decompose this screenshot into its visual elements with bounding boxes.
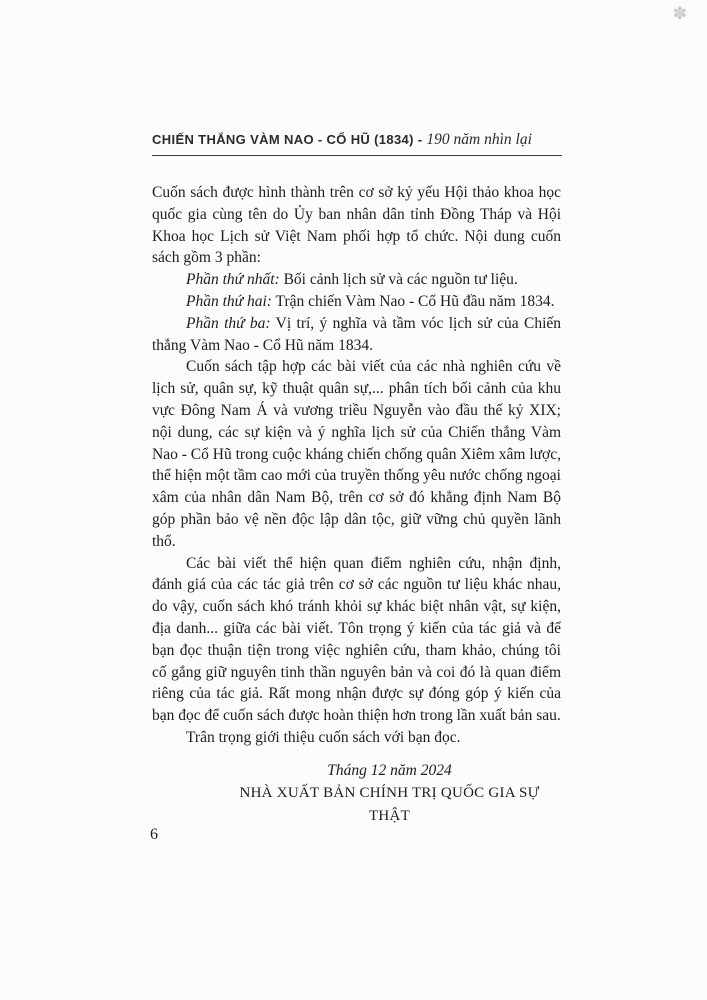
paragraph-part-two: [152, 291, 561, 313]
page-body: [152, 182, 561, 828]
part-two-text: Trận chiến Vàm Nao - Cổ Hũ đầu năm 1834.: [271, 292, 555, 310]
part-two-lead: Phần thứ hai:: [186, 292, 272, 310]
page-number: 6: [150, 826, 158, 843]
signature-publisher: NHÀ XUẤT BẢN CHÍNH TRỊ QUỐC GIA SỰ THẬT: [239, 784, 540, 824]
part-three-text: Vị trí, ý nghĩa và tầm vóc lịch sử của Chiến thắng Vàm Nao - Cổ Hũ năm 1834.: [152, 314, 561, 354]
part-one-lead: Phần thứ nhất:: [186, 271, 280, 289]
paragraph-editorial-note: Các bài viết thể hiện quan điểm nghiên cứu, nhận định, đánh giá của các tác giả trên cơ sở các nguồn tư liệu khác nhau, do vậy, cuốn sách khó tránh khỏi sự khác biệt nhân vật, sự kiện, địa danh... giữa các bài viết. Tôn trọng ý kiến của tác giả và để bạn đọc thuận tiện trong việc nghiên cứu, tham khảo, chúng tôi cố gắng giữ nguyên tinh thần nguyên bản và coi đó là quan điểm riêng của tác giả. Rất mong nhận được sự đóng góp ý kiến của bạn đọc để cuốn sách được hoàn thiện hơn trong lần xuất bản sau.: [152, 554, 561, 725]
running-header-subtitle: 190 năm nhìn lại: [426, 131, 532, 148]
paragraph-intro: Cuốn sách được hình thành trên cơ sở kỷ yếu Hội thảo khoa học quốc gia cùng tên do Ủy ban nhân dân tỉnh Đồng Tháp và Hội Khoa học Lịch sử Việt Nam phối hợp tổ chức. Nội dung cuốn sách gồm 3 phần:: [152, 184, 561, 267]
part-three-lead: Phần thứ ba:: [186, 314, 271, 332]
paragraph-part-one: [152, 269, 561, 291]
paragraph-closing: Trân trọng giới thiệu cuốn sách với bạn đọc.: [186, 728, 461, 746]
running-header-title: CHIẾN THẮNG VÀM NAO - CỔ HŨ (1834) -: [152, 132, 427, 147]
running-header: [152, 131, 562, 156]
paragraph-summary: Cuốn sách tập hợp các bài viết của các nhà nghiên cứu về lịch sử, quân sự, kỹ thuật quân sự,... phân tích bối cảnh của khu vực Đông Nam Á và vương triều Nguyễn vào đầu thế kỷ XIX; nội dung, các sự kiện và ý nghĩa lịch sử của Chiến thắng Vàm Nao - Cổ Hũ trong cuộc kháng chiến chống quân Xiêm xâm lược, thể hiện một tầm cao mới của truyền thống yêu nước chống ngoại xâm của nhân dân Nam Bộ, trên cơ sở đó khẳng định Nam Bộ góp phần bảo vệ nền độc lập dân tộc, giữ vững chủ quyền lãnh thổ.: [152, 358, 561, 550]
paragraph-part-three: [152, 313, 561, 357]
signature-date: Tháng 12 năm 2024: [327, 761, 452, 779]
flower-ornament-icon: ✽: [672, 4, 687, 24]
signature-block: [152, 760, 561, 828]
part-one-text: Bối cảnh lịch sử và các nguồn tư liệu.: [279, 271, 518, 289]
